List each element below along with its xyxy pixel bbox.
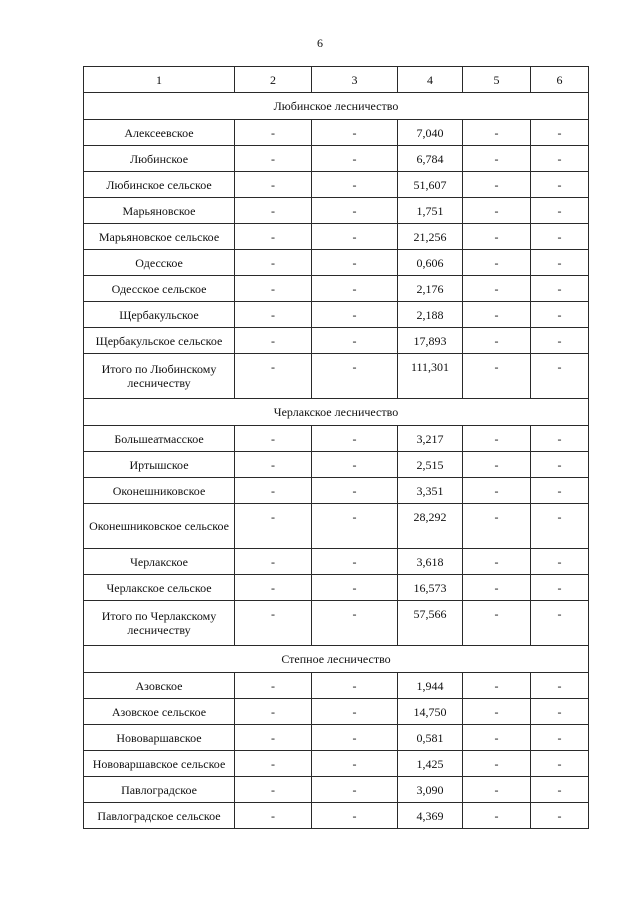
value-col-5: - bbox=[463, 575, 531, 601]
value-col-4: 1,425 bbox=[398, 751, 463, 777]
value-col-5: - bbox=[463, 549, 531, 575]
value-col-6: - bbox=[531, 276, 589, 302]
value-col-5: - bbox=[463, 224, 531, 250]
value-col-4: 1,751 bbox=[398, 198, 463, 224]
value-col-3: - bbox=[312, 699, 398, 725]
value-col-2: - bbox=[235, 673, 312, 699]
table-row bbox=[84, 452, 589, 478]
district-name: Алексеевское bbox=[84, 120, 235, 146]
value-col-5: - bbox=[463, 302, 531, 328]
value-col-5: - bbox=[463, 198, 531, 224]
value-col-4: 21,256 bbox=[398, 224, 463, 250]
value-col-5: - bbox=[463, 120, 531, 146]
value-col-3: - bbox=[312, 426, 398, 452]
table-row bbox=[84, 504, 589, 549]
value-col-2: - bbox=[235, 452, 312, 478]
value-col-4: 4,369 bbox=[398, 803, 463, 829]
value-col-4: 6,784 bbox=[398, 146, 463, 172]
page-number: 6 bbox=[317, 36, 323, 50]
value-col-5: - bbox=[463, 146, 531, 172]
value-col-4: 0,606 bbox=[398, 250, 463, 276]
value-col-3: - bbox=[312, 224, 398, 250]
value-col-3: - bbox=[312, 725, 398, 751]
value-col-4: 2,188 bbox=[398, 302, 463, 328]
district-name: Оконешниковское bbox=[84, 478, 235, 504]
district-name: Любинское сельское bbox=[84, 172, 235, 198]
value-col-4: 57,566 bbox=[398, 601, 463, 646]
district-name: Нововаршавское сельское bbox=[84, 751, 235, 777]
value-col-4: 7,040 bbox=[398, 120, 463, 146]
value-col-5: - bbox=[463, 699, 531, 725]
table-row bbox=[84, 478, 589, 504]
value-col-3: - bbox=[312, 601, 398, 646]
value-col-2: - bbox=[235, 478, 312, 504]
value-col-2: - bbox=[235, 751, 312, 777]
table-row bbox=[84, 751, 589, 777]
table-row bbox=[84, 699, 589, 725]
value-col-6: - bbox=[531, 172, 589, 198]
value-col-2: - bbox=[235, 504, 312, 549]
value-col-3: - bbox=[312, 302, 398, 328]
column-header-3: 3 bbox=[312, 67, 398, 93]
value-col-6: - bbox=[531, 224, 589, 250]
value-col-3: - bbox=[312, 276, 398, 302]
section-title: Степное лесничество bbox=[84, 646, 589, 673]
table-row bbox=[84, 146, 589, 172]
value-col-6: - bbox=[531, 777, 589, 803]
value-col-2: - bbox=[235, 601, 312, 646]
district-name: Павлоградское сельское bbox=[84, 803, 235, 829]
table-row bbox=[84, 601, 589, 646]
value-col-5: - bbox=[463, 328, 531, 354]
value-col-4: 0,581 bbox=[398, 725, 463, 751]
value-col-2: - bbox=[235, 549, 312, 575]
value-col-4: 16,573 bbox=[398, 575, 463, 601]
district-name: Щербакульское сельское bbox=[84, 328, 235, 354]
value-col-4: 1,944 bbox=[398, 673, 463, 699]
value-col-5: - bbox=[463, 673, 531, 699]
value-col-5: - bbox=[463, 751, 531, 777]
value-col-6: - bbox=[531, 452, 589, 478]
value-col-2: - bbox=[235, 777, 312, 803]
district-name: Большеатмасское bbox=[84, 426, 235, 452]
table-row bbox=[84, 328, 589, 354]
value-col-6: - bbox=[531, 504, 589, 549]
value-col-4: 51,607 bbox=[398, 172, 463, 198]
column-header-1: 1 bbox=[84, 67, 235, 93]
value-col-4: 3,090 bbox=[398, 777, 463, 803]
table-row bbox=[84, 276, 589, 302]
value-col-6: - bbox=[531, 549, 589, 575]
value-col-3: - bbox=[312, 452, 398, 478]
value-col-6: - bbox=[531, 302, 589, 328]
value-col-6: - bbox=[531, 328, 589, 354]
header-row bbox=[84, 67, 589, 93]
value-col-5: - bbox=[463, 426, 531, 452]
table-row bbox=[84, 803, 589, 829]
section-header-row bbox=[84, 646, 589, 673]
value-col-3: - bbox=[312, 575, 398, 601]
column-header-2: 2 bbox=[235, 67, 312, 93]
district-name: Павлоградское bbox=[84, 777, 235, 803]
table-row bbox=[84, 426, 589, 452]
value-col-3: - bbox=[312, 777, 398, 803]
value-col-2: - bbox=[235, 725, 312, 751]
table-row bbox=[84, 777, 589, 803]
value-col-2: - bbox=[235, 302, 312, 328]
value-col-3: - bbox=[312, 146, 398, 172]
value-col-5: - bbox=[463, 250, 531, 276]
district-name: Любинское bbox=[84, 146, 235, 172]
value-col-2: - bbox=[235, 354, 312, 399]
value-col-3: - bbox=[312, 549, 398, 575]
column-header-5: 5 bbox=[463, 67, 531, 93]
table-row bbox=[84, 198, 589, 224]
section-header-row bbox=[84, 93, 589, 120]
value-col-6: - bbox=[531, 146, 589, 172]
value-col-3: - bbox=[312, 250, 398, 276]
value-col-5: - bbox=[463, 601, 531, 646]
value-col-6: - bbox=[531, 198, 589, 224]
district-name: Марьяновское bbox=[84, 198, 235, 224]
value-col-3: - bbox=[312, 120, 398, 146]
value-col-6: - bbox=[531, 120, 589, 146]
value-col-2: - bbox=[235, 426, 312, 452]
table-row bbox=[84, 250, 589, 276]
value-col-6: - bbox=[531, 478, 589, 504]
section-header-row bbox=[84, 399, 589, 426]
value-col-6: - bbox=[531, 699, 589, 725]
value-col-6: - bbox=[531, 725, 589, 751]
value-col-3: - bbox=[312, 354, 398, 399]
value-col-2: - bbox=[235, 198, 312, 224]
district-name: Итого по Черлакскому лесничеству bbox=[84, 601, 235, 646]
value-col-2: - bbox=[235, 328, 312, 354]
value-col-5: - bbox=[463, 172, 531, 198]
value-col-2: - bbox=[235, 803, 312, 829]
value-col-5: - bbox=[463, 478, 531, 504]
value-col-6: - bbox=[531, 354, 589, 399]
value-col-6: - bbox=[531, 751, 589, 777]
value-col-4: 14,750 bbox=[398, 699, 463, 725]
section-title: Любинское лесничество bbox=[84, 93, 589, 120]
value-col-5: - bbox=[463, 803, 531, 829]
value-col-4: 2,176 bbox=[398, 276, 463, 302]
value-col-4: 17,893 bbox=[398, 328, 463, 354]
table-row bbox=[84, 354, 589, 399]
value-col-5: - bbox=[463, 504, 531, 549]
value-col-6: - bbox=[531, 250, 589, 276]
value-col-3: - bbox=[312, 478, 398, 504]
table-row bbox=[84, 224, 589, 250]
district-name: Нововаршавское bbox=[84, 725, 235, 751]
value-col-3: - bbox=[312, 328, 398, 354]
value-col-6: - bbox=[531, 575, 589, 601]
value-col-2: - bbox=[235, 224, 312, 250]
value-col-3: - bbox=[312, 504, 398, 549]
column-header-4: 4 bbox=[398, 67, 463, 93]
table-row bbox=[84, 673, 589, 699]
table-row bbox=[84, 120, 589, 146]
district-name: Марьяновское сельское bbox=[84, 224, 235, 250]
district-name: Азовское bbox=[84, 673, 235, 699]
table-row bbox=[84, 549, 589, 575]
value-col-6: - bbox=[531, 601, 589, 646]
value-col-4: 28,292 bbox=[398, 504, 463, 549]
table-row bbox=[84, 575, 589, 601]
section-title: Черлакское лесничество bbox=[84, 399, 589, 426]
district-name: Итого по Любинскому лесничеству bbox=[84, 354, 235, 399]
value-col-2: - bbox=[235, 172, 312, 198]
value-col-2: - bbox=[235, 699, 312, 725]
district-name: Щербакульское bbox=[84, 302, 235, 328]
value-col-4: 3,351 bbox=[398, 478, 463, 504]
table-row bbox=[84, 302, 589, 328]
district-name: Черлакское bbox=[84, 549, 235, 575]
value-col-3: - bbox=[312, 803, 398, 829]
value-col-4: 3,217 bbox=[398, 426, 463, 452]
value-col-2: - bbox=[235, 146, 312, 172]
value-col-5: - bbox=[463, 276, 531, 302]
value-col-2: - bbox=[235, 276, 312, 302]
value-col-5: - bbox=[463, 354, 531, 399]
district-name: Оконешниковское сельское bbox=[84, 504, 235, 549]
district-name: Одесское bbox=[84, 250, 235, 276]
value-col-6: - bbox=[531, 426, 589, 452]
district-name: Черлакское сельское bbox=[84, 575, 235, 601]
value-col-2: - bbox=[235, 250, 312, 276]
value-col-5: - bbox=[463, 777, 531, 803]
table-row bbox=[84, 172, 589, 198]
table-row bbox=[84, 725, 589, 751]
value-col-6: - bbox=[531, 803, 589, 829]
value-col-5: - bbox=[463, 725, 531, 751]
value-col-2: - bbox=[235, 575, 312, 601]
value-col-4: 3,618 bbox=[398, 549, 463, 575]
value-col-6: - bbox=[531, 673, 589, 699]
value-col-4: 111,301 bbox=[398, 354, 463, 399]
district-name: Азовское сельское bbox=[84, 699, 235, 725]
district-name: Одесское сельское bbox=[84, 276, 235, 302]
value-col-5: - bbox=[463, 452, 531, 478]
value-col-3: - bbox=[312, 751, 398, 777]
forestry-table bbox=[83, 66, 589, 829]
value-col-3: - bbox=[312, 673, 398, 699]
value-col-2: - bbox=[235, 120, 312, 146]
value-col-3: - bbox=[312, 198, 398, 224]
value-col-3: - bbox=[312, 172, 398, 198]
column-header-6: 6 bbox=[531, 67, 589, 93]
table-body bbox=[84, 67, 589, 829]
district-name: Иртышское bbox=[84, 452, 235, 478]
value-col-4: 2,515 bbox=[398, 452, 463, 478]
